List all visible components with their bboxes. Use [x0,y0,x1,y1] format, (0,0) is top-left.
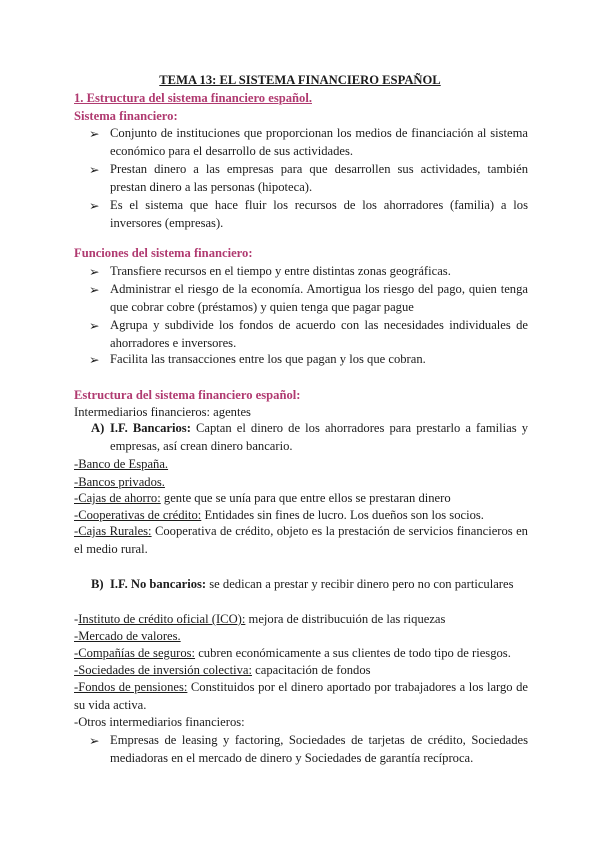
heading-funciones: Funciones del sistema financiero: [74,246,253,260]
list-label-a: A) [91,421,105,435]
intermediarios-line: Intermediarios financieros: agentes [74,405,251,419]
arrow-bullet-icon: ➢ [89,163,100,177]
heading-sistema-financiero: Sistema financiero: [74,109,178,123]
arrow-bullet-icon: ➢ [89,734,100,748]
list-item: -Cooperativas de crédito: Entidades sin fines de lucro. Los dueños son los socios. [74,508,484,522]
list-label-b: B) [91,577,104,591]
no-bancarios-paragraph [110,575,528,593]
bullet-text: Prestan dinero a las empresas para que desarrollen sus actividades, también prestan dinero a las personas (hipoteca). [110,162,528,194]
list-item: -Bancos privados. [74,475,165,489]
list-item: -Cajas Rurales: Cooperativa de crédito, objeto es la prestación de servicios financieros en el medio rural. [74,524,528,556]
list-item: -Fondos de pensiones: Constituidos por el dinero aportado por trabajadores a los largo de su vida activa. [74,680,529,712]
bullet-text: Conjunto de instituciones que proporcionan los medios de financiación al sistema económico para el desarrollo de sus actividades. [110,126,528,158]
list-item: -Cajas de ahorro: gente que se unía para que entre ellos se prestaran dinero [74,491,451,505]
heading-estructura-espanol: Estructura del sistema financiero español: [74,388,301,402]
bullet-text: Es el sistema que hace fluir los recursos de los ahorradores (familia) a los inversores (empresas). [110,198,528,230]
otros-intermediarios: -Otros intermediarios financieros: [74,715,245,729]
bullet-text: Transfiere recursos en el tiempo y entre distintas zonas geográficas. [110,264,451,278]
page-title: TEMA 13: EL SISTEMA FINANCIERO ESPAÑOL [159,73,441,87]
arrow-bullet-icon: ➢ [89,353,100,367]
bullet-text: Empresas de leasing y factoring, Sociedades de tarjetas de crédito, Sociedades mediadoras en el mercado de dinero y Sociedades de garantía recíproca. [110,733,528,765]
bullet-text: Facilita las transacciones entre los que pagan y los que cobran. [110,352,426,366]
bancarios-term: I.F. Bancarios: [110,421,191,435]
section-heading-estructura: 1. Estructura del sistema financiero español. [74,91,312,105]
bullet-text: Agrupa y subdivide los fondos de acuerdo con las necesidades individuales de ahorradores e inversores. [110,318,528,350]
list-item: -Instituto de crédito oficial (ICO): mejora de distribucuión de las riquezas [74,612,446,626]
bullet-text: Administrar el riesgo de la economía. Amortigua los riesgo del pago, quien tenga que cobrar cobre (préstamos) y quien tenga que pagar pague [110,282,528,314]
arrow-bullet-icon: ➢ [89,319,100,333]
bancarios-paragraph [110,419,528,455]
no-bancarios-text: se dedican a prestar y recibir dinero pero no con particulares [209,577,514,591]
no-bancarios-term: I.F. No bancarios: [110,577,207,591]
arrow-bullet-icon: ➢ [89,265,100,279]
bancarios-text: Captan el dinero de los ahorradores para prestarlo a familias y empresas, así crean dinero bancario. [110,421,528,453]
list-item: -Sociedades de inversión colectiva: capacitación de fondos [74,663,371,677]
list-item: -Banco de España. [74,457,169,471]
list-item: -Compañías de seguros: cubren económicamente a sus clientes de todo tipo de riesgos. [74,646,511,660]
list-item: -Mercado de valores. [74,629,181,643]
arrow-bullet-icon: ➢ [89,127,100,141]
arrow-bullet-icon: ➢ [89,283,100,297]
arrow-bullet-icon: ➢ [89,199,100,213]
